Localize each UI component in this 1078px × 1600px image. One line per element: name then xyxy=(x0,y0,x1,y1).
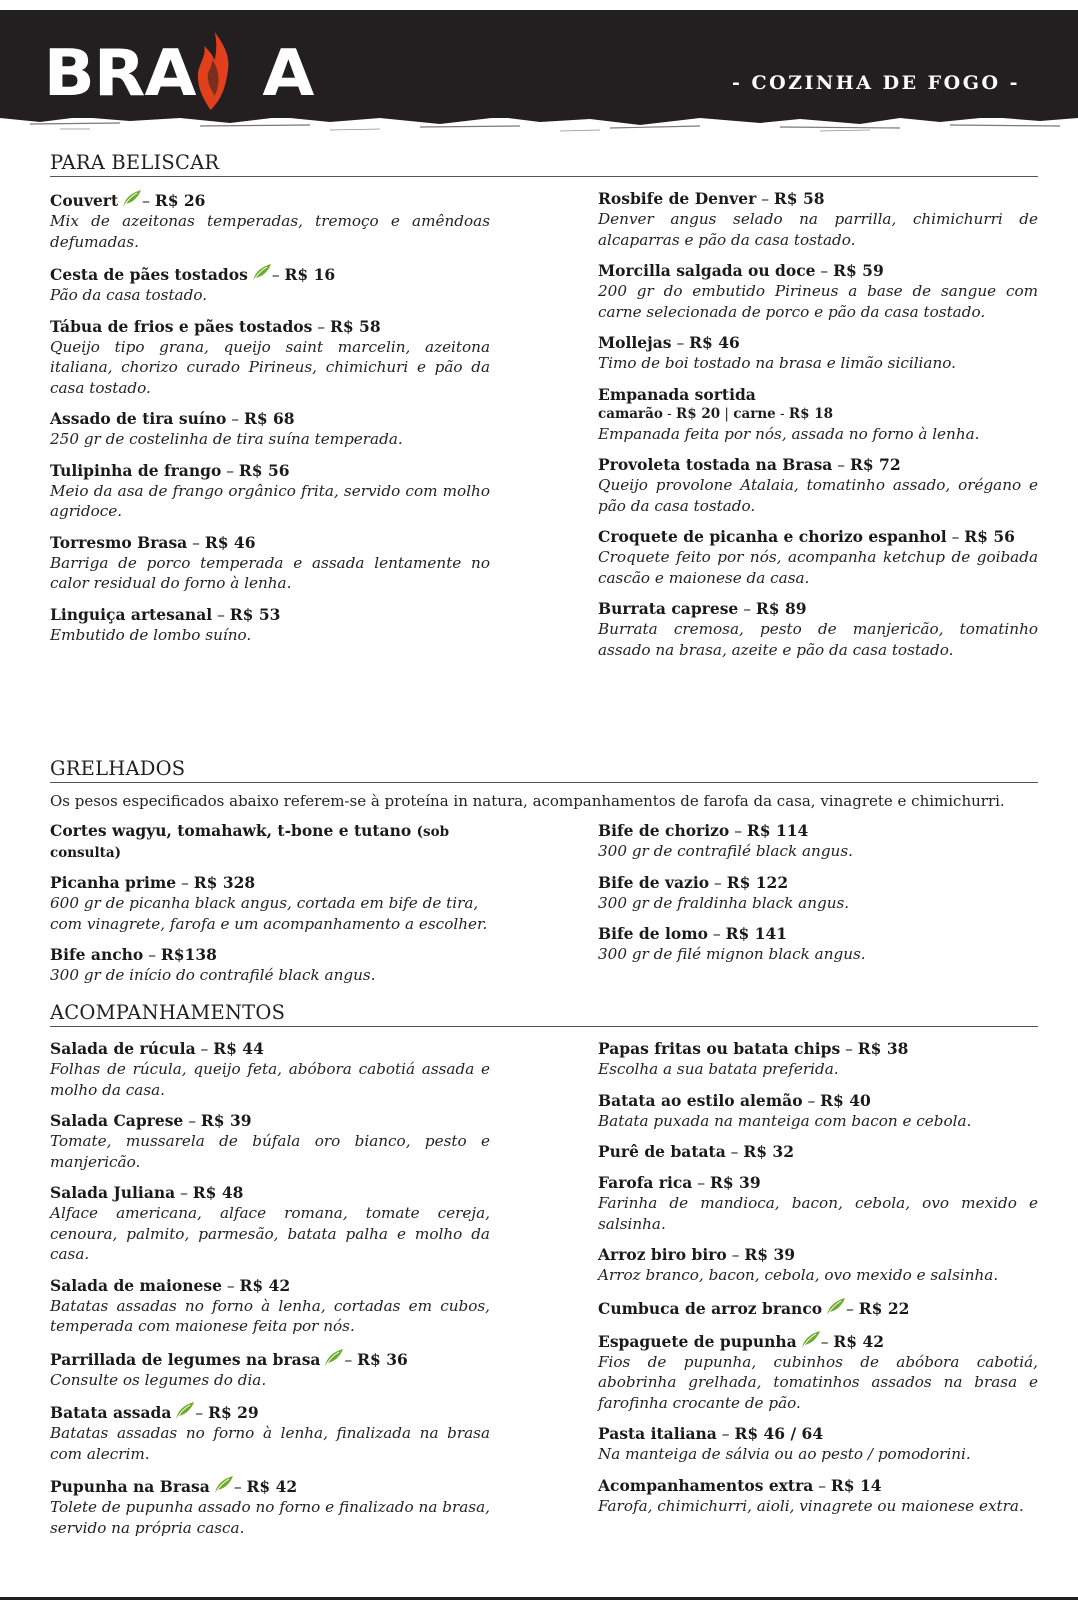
menu-item: Salada de rúcula – R$ 44 Folhas de rúcula, queijo feta, abóbora cabotiá assada e molho da casa. xyxy=(50,1039,490,1099)
vegetarian-leaf-icon xyxy=(799,1330,821,1350)
item-price: R$ 38 xyxy=(857,1039,909,1058)
item-price: R$ 42 xyxy=(246,1477,298,1496)
column-left xyxy=(50,821,490,997)
item-price: R$ 39 xyxy=(744,1245,796,1264)
section-title: GRELHADOS xyxy=(50,756,1038,783)
item-name: Linguiça artesanal xyxy=(50,604,213,624)
item-price: R$ 59 xyxy=(833,261,884,280)
item-name: Provoleta tostada na Brasa xyxy=(598,455,833,474)
item-price: R$ 46 xyxy=(689,333,740,352)
item-description: Na manteiga de sálvia ou ao pesto / pomodorini. xyxy=(598,1445,971,1463)
item-price: R$ 39 xyxy=(200,1111,252,1130)
item-name: Pupunha na Brasa xyxy=(50,1477,210,1496)
item-name: Empanada sortida xyxy=(598,384,756,404)
menu-item: Cumbuca de arroz branco – R$ 22 xyxy=(598,1298,910,1318)
menu-item: Tulipinha de frango – R$ 56 Meio da asa de frango orgânico frita, servido com molho agridoce. xyxy=(50,460,490,520)
item-description: Consulte os legumes do dia. xyxy=(50,1370,267,1389)
menu-item: Assado de tira suíno – R$ 68 250 gr de costelinha de tira suína temperada. xyxy=(50,409,490,450)
item-description: Fios de pupunha, cubinhos de abóbora cabotiá, abobrinha grelhada, tomatinhos assados na brasa e farofinha crocante de pão. xyxy=(598,1352,1038,1412)
item-name: Arroz biro biro xyxy=(598,1245,727,1264)
item-name: Espaguete de pupunha xyxy=(598,1331,797,1351)
item-price: R$ 58 xyxy=(329,316,381,336)
menu-item: Bife de chorizo – R$ 114 300 gr de contrafilé black angus. xyxy=(598,821,1038,862)
item-description: Arroz branco, bacon, cebola, ovo mexido e salsinha. xyxy=(598,1266,999,1284)
item-price: R$ 89 xyxy=(755,599,807,618)
section-acompanhamentos xyxy=(50,1000,1038,1549)
item-name: Morcilla salgada ou doce xyxy=(598,261,816,280)
menu-item xyxy=(50,821,490,863)
item-price: R$ 29 xyxy=(208,1403,259,1422)
menu-item: Linguiça artesanal – R$ 53 Embutido de lombo suíno. xyxy=(50,605,490,646)
item-description: 600 gr de picanha black angus, cortada em bife de tira, com vinagrete, farofa e um acompanhamento a escolher. xyxy=(50,894,488,933)
item-description: Croquete feito por nós, acompanha ketchup de goibada cascão e maionese da casa. xyxy=(598,548,1038,587)
item-price: R$ 14 xyxy=(830,1475,882,1495)
menu-item: Salada de maionese – R$ 42 Batatas assadas no forno à lenha, cortadas em cubos, temperada com maionese feita por nós. xyxy=(50,1275,490,1335)
section-title: ACOMPANHAMENTOS xyxy=(50,1000,1038,1027)
item-description: Timo de boi tostado na brasa e limão siciliano. xyxy=(598,354,956,372)
brush-stroke-divider xyxy=(0,112,1078,134)
item-price: R$ 26 xyxy=(154,191,206,210)
item-price: R$ 44 xyxy=(213,1039,264,1058)
menu-item: Burrata caprese – R$ 89 Burrata cremosa, pesto de manjericão, tomatinho assado na brasa, azeite e pão da casa tostado. xyxy=(598,599,1038,659)
item-name: Batata ao estilo alemão xyxy=(598,1090,803,1110)
vegetarian-leaf-icon xyxy=(250,263,272,283)
item-price: R$ 48 xyxy=(192,1183,244,1202)
item-price: R$ 42 xyxy=(833,1331,885,1351)
item-name: Parrillada de legumes na brasa xyxy=(50,1349,321,1369)
brasa-logo xyxy=(43,34,314,114)
menu-item: Acompanhamentos extra – R$ 14 Farofa, chimichurri, aioli, vinagrete ou maionese extra. xyxy=(598,1476,1038,1517)
item-name: Picanha prime xyxy=(50,873,177,892)
column-right xyxy=(598,1039,1038,1549)
tagline: - COZINHA DE FOGO - xyxy=(732,72,1020,94)
item-description: Queijo tipo grana, queijo saint marcelin, azeitona italiana, chorizo curado Pirineus, chimichuri e pão da casa tostado. xyxy=(50,337,490,397)
menu-item: Torresmo Brasa – R$ 46 Barriga de porco temperada e assada lentamente no calor residual do forno à lenha. xyxy=(50,532,490,592)
menu-item: Arroz biro biro – R$ 39 Arroz branco, bacon, cebola, ovo mexido e salsinha. xyxy=(598,1245,1038,1286)
menu-item: Morcilla salgada ou doce – R$ 59 200 gr do embutido Pirineus a base de sangue com carne selecionada de porco e pão da casa tostado. xyxy=(598,261,1038,321)
item-price: R$ 16 xyxy=(284,265,336,284)
menu-item: Provoleta tostada na Brasa – R$ 72 Queijo provolone Atalaia, tomatinho assado, orégano e pão da casa tostado. xyxy=(598,455,1038,515)
column-right xyxy=(598,189,1038,671)
item-price: R$ 39 xyxy=(709,1173,761,1192)
item-name: Cesta de pães tostados xyxy=(50,265,248,284)
item-price: R$ 56 xyxy=(238,460,290,480)
item-price: R$138 xyxy=(160,945,217,964)
item-name: Rosbife de Denver xyxy=(598,189,757,208)
item-name: Batata assada xyxy=(50,1403,172,1422)
column-left xyxy=(50,189,490,671)
item-price: R$ 141 xyxy=(725,924,788,943)
column-right xyxy=(598,821,1038,997)
header-bar xyxy=(0,10,1078,118)
item-price: R$ 46 / 64 xyxy=(734,1424,824,1443)
section-grelhados xyxy=(50,756,1038,997)
item-price: R$ 53 xyxy=(229,604,281,624)
item-price: R$ 22 xyxy=(858,1298,910,1318)
menu-item: Picanha prime – R$ 328 600 gr de picanha black angus, cortada em bife de tira, com vinagrete, farofa e um acompanhamento a escolher. xyxy=(50,873,490,934)
menu-item: Mollejas – R$ 46 Timo de boi tostado na brasa e limão siciliano. xyxy=(598,333,1038,374)
item-description: Batatas assadas no forno à lenha, finalizada na brasa com alecrim. xyxy=(50,1424,490,1463)
item-name: Salada Juliana xyxy=(50,1183,176,1202)
menu-item xyxy=(598,385,1038,445)
item-description: 300 gr de contrafilé black angus. xyxy=(598,842,853,860)
menu-item: Bife de lomo – R$ 141 300 gr de filé mignon black angus. xyxy=(598,924,1038,965)
item-price: R$ 42 xyxy=(239,1275,291,1295)
item-name: Couvert xyxy=(50,191,119,210)
item-name: Cortes wagyu, tomahawk, t-bone e tutano xyxy=(50,821,412,840)
vegetarian-leaf-icon xyxy=(322,1348,344,1368)
menu-item: Bife ancho – R$138 300 gr de início do contrafilé black angus. xyxy=(50,945,490,986)
vegetarian-leaf-icon xyxy=(120,189,142,209)
menu-item: Parrillada de legumes na brasa – R$ 36 Consulte os legumes do dia. xyxy=(50,1348,490,1391)
item-name: Mollejas xyxy=(598,333,672,352)
item-description: Batatas assadas no forno à lenha, cortadas em cubos, temperada com maionese feita por nós. xyxy=(50,1296,490,1335)
menu-item: Tábua de frios e pães tostados – R$ 58 Queijo tipo grana, queijo saint marcelin, azeitona italiana, chorizo curado Pirineus, chimichuri e pão da casa tostado. xyxy=(50,316,490,397)
item-description: Tolete de pupunha assado no forno e finalizado na brasa, servido na própria casca. xyxy=(50,1498,490,1537)
menu-item: Rosbife de Denver – R$ 58 Denver angus selado na parrilla, chimichurri de alcaparras e pão da casa tostado. xyxy=(598,189,1038,249)
vegetarian-leaf-icon xyxy=(173,1401,195,1421)
section-title: PARA BELISCAR xyxy=(50,150,1038,177)
item-price: R$ 122 xyxy=(726,872,789,892)
item-description: Empanada feita por nós, assada no forno à lenha. xyxy=(598,424,980,443)
item-name: Pasta italiana xyxy=(598,1424,717,1443)
menu-item: Bife de vazio – R$ 122 300 gr de fraldinha black angus. xyxy=(598,873,1038,914)
item-description: Alface americana, alface romana, tomate cereja, cenoura, palmito, parmesão, batata palha e molho da casa. xyxy=(50,1204,490,1263)
item-name: Purê de batata xyxy=(598,1142,726,1161)
item-price: R$ 32 xyxy=(743,1142,794,1161)
item-price: R$ 36 xyxy=(357,1349,408,1369)
menu-item: Espaguete de pupunha – R$ 42 Fios de pupunha, cubinhos de abóbora cabotiá, abobrinha grelhada, tomatinhos assados na brasa e farofinha crocante de pão. xyxy=(598,1331,1038,1412)
item-name: Acompanhamentos extra xyxy=(598,1475,814,1495)
menu-item: Purê de batata – R$ 32 xyxy=(598,1142,794,1161)
item-description: Embutido de lombo suíno. xyxy=(50,625,252,644)
item-description: Batata puxada na manteiga com bacon e cebola. xyxy=(598,1111,972,1130)
vegetarian-leaf-icon xyxy=(212,1475,234,1495)
item-name: Tábua de frios e pães tostados xyxy=(50,316,313,336)
item-description: Pão da casa tostado. xyxy=(50,286,208,304)
column-left xyxy=(50,1039,490,1549)
menu-item: Salada Juliana – R$ 48 Alface americana, alface romana, tomate cereja, cenoura, palmito, parmesão, batata palha e molho da casa. xyxy=(50,1183,490,1263)
item-name: Bife de lomo xyxy=(598,924,708,943)
item-name: Tulipinha de frango xyxy=(50,460,222,480)
item-description: Barriga de porco temperada e assada lentamente no calor residual do forno à lenha. xyxy=(50,553,490,592)
item-description: Farofa, chimichurri, aioli, vinagrete ou maionese extra. xyxy=(598,1496,1024,1515)
item-description: 300 gr de filé mignon black angus. xyxy=(598,945,866,963)
item-description: Meio da asa de frango orgânico frita, servido com molho agridoce. xyxy=(50,481,490,520)
item-description: Denver angus selado na parrilla, chimichurri de alcaparras e pão da casa tostado. xyxy=(598,210,1038,249)
item-price: R$ 46 xyxy=(204,532,256,552)
item-description: 300 gr de início do contrafilé black angus. xyxy=(50,966,376,984)
menu-item: Cesta de pães tostados – R$ 16 Pão da casa tostado. xyxy=(50,263,490,306)
menu-item: Farofa rica – R$ 39 Farinha de mandioca, bacon, cebola, ovo mexido e salsinha. xyxy=(598,1173,1038,1233)
section-para-beliscar xyxy=(50,150,1038,671)
item-description: Queijo provolone Atalaia, tomatinho assado, orégano e pão da casa tostado. xyxy=(598,476,1038,515)
item-name: Farofa rica xyxy=(598,1173,693,1192)
item-name: Assado de tira suíno xyxy=(50,409,227,428)
item-name: Croquete de picanha e chorizo espanhol xyxy=(598,527,947,546)
item-name: Cumbuca de arroz branco xyxy=(598,1298,823,1318)
item-price: R$ 40 xyxy=(820,1090,871,1110)
menu-item: Batata ao estilo alemão – R$ 40 Batata puxada na manteiga com bacon e cebola. xyxy=(598,1091,1038,1132)
item-price: R$ 72 xyxy=(849,455,901,474)
item-price: R$ 328 xyxy=(193,873,256,892)
item-description: 300 gr de fraldinha black angus. xyxy=(598,893,850,912)
item-description: Mix de azeitonas temperadas, tremoço e amêndoas defumadas. xyxy=(50,212,490,251)
section-note: Os pesos especificados abaixo referem-se à proteína in natura, acompanhamentos de farofa da casa, vinagrete e chimichurri. xyxy=(50,792,1005,810)
item-name: Salada de rúcula xyxy=(50,1039,196,1058)
item-note: (sob consulta) xyxy=(50,824,450,861)
brand-wordmark: BRA A xyxy=(44,42,314,106)
item-name: Torresmo Brasa xyxy=(50,532,188,552)
menu-item: Pupunha na Brasa – R$ 42 Tolete de pupunha assado no forno e finalizado na brasa, servido na própria casca. xyxy=(50,1477,490,1537)
item-price: R$ 68 xyxy=(243,409,295,428)
item-description: 250 gr de costelinha de tira suína temperada. xyxy=(50,430,403,448)
vegetarian-leaf-icon xyxy=(824,1297,846,1317)
item-price: R$ 56 xyxy=(964,527,1015,546)
item-description: Escolha a sua batata preferida. xyxy=(598,1060,839,1078)
menu-item: Croquete de picanha e chorizo espanhol – R$ 56 Croquete feito por nós, acompanha ketchup de goibada cascão e maionese da casa. xyxy=(598,527,1038,587)
item-description: Burrata cremosa, pesto de manjericão, tomatinho assado na brasa, azeite e pão da casa tostado. xyxy=(598,620,1038,659)
item-price: R$ 58 xyxy=(773,189,825,208)
item-name: Salada de maionese xyxy=(50,1275,222,1295)
item-variants: camarão - R$ 20 | carne - R$ 18 xyxy=(598,405,834,422)
item-description: Tomate, mussarela de búfala oro bianco, pesto e manjericão. xyxy=(50,1132,490,1171)
item-description: 200 gr do embutido Pirineus a base de sangue com carne selecionada de porco e pão da casa tostado. xyxy=(598,282,1038,321)
item-price: R$ 114 xyxy=(746,821,809,840)
item-name: Burrata caprese xyxy=(598,599,739,618)
item-name: Bife de chorizo xyxy=(598,821,730,840)
item-name: Salada Caprese xyxy=(50,1111,184,1130)
menu-item: Couvert – R$ 26 Mix de azeitonas temperadas, tremoço e amêndoas defumadas. xyxy=(50,191,490,251)
item-name: Bife de vazio xyxy=(598,872,710,892)
item-name: Bife ancho xyxy=(50,945,144,964)
menu-item: Papas fritas ou batata chips – R$ 38 Escolha a sua batata preferida. xyxy=(598,1039,1038,1080)
item-description: Farinha de mandioca, bacon, cebola, ovo mexido e salsinha. xyxy=(598,1194,1038,1233)
menu-item: Salada Caprese – R$ 39 Tomate, mussarela de búfala oro bianco, pesto e manjericão. xyxy=(50,1111,490,1171)
item-name: Papas fritas ou batata chips xyxy=(598,1039,841,1058)
menu-item: Pasta italiana – R$ 46 / 64 Na manteiga de sálvia ou ao pesto / pomodorini. xyxy=(598,1424,1038,1465)
item-description: Folhas de rúcula, queijo feta, abóbora cabotiá assada e molho da casa. xyxy=(50,1060,490,1099)
menu-item: Batata assada – R$ 29 Batatas assadas no forno à lenha, finalizada na brasa com alecrim. xyxy=(50,1403,490,1463)
flame-icon xyxy=(191,30,233,112)
